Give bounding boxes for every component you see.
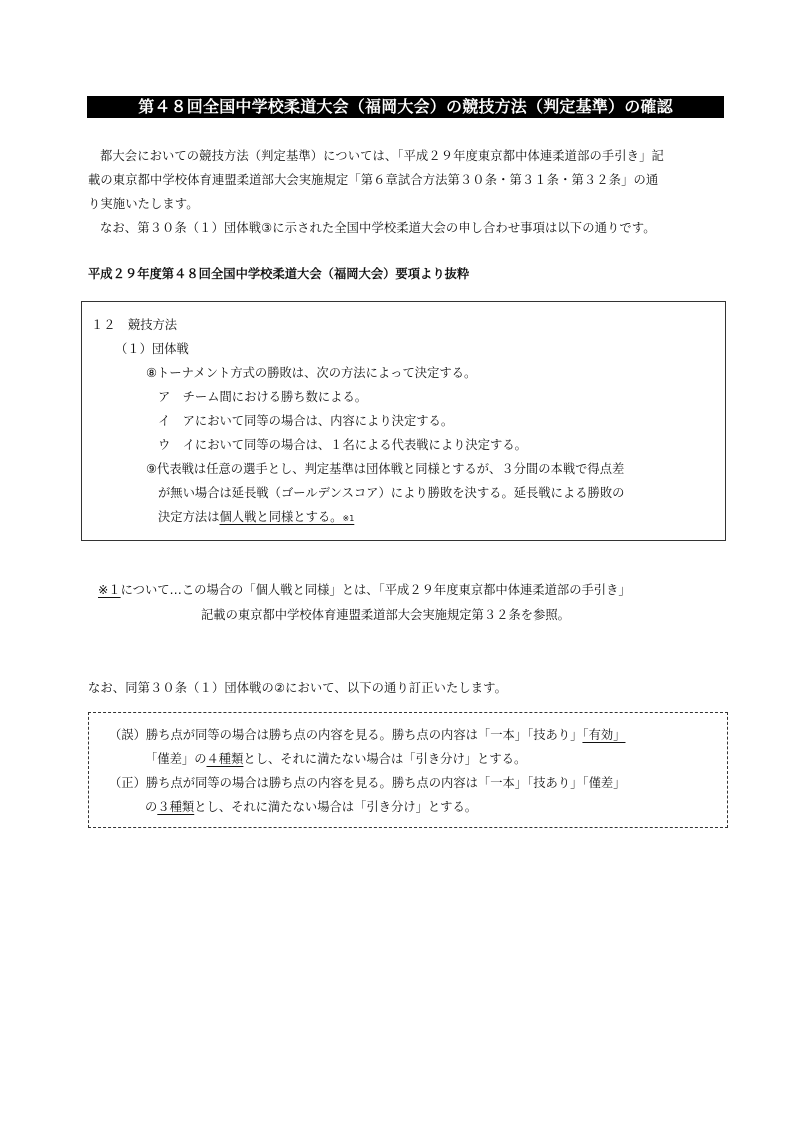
excerpt-item-9-line-1: ⑨代表戦は任意の選手とし、判定基準は団体戦と同様とするが、３分間の本戦で得点差 [146, 462, 625, 476]
footnote-line-2: 記載の東京都中学校体育連盟柔道部大会実施規定第３２条を参照。 [201, 608, 570, 622]
correction-right-line-2: の３種類とし、それに満たない場合は「引き分け」とする。 [145, 800, 478, 814]
correct-count: ３種類 [157, 800, 195, 814]
removed-term: 「有効」 [582, 728, 626, 742]
excerpt-item-8: ⑧トーナメント方式の勝敗は、次の方法によって決定する。 [146, 366, 477, 380]
page-title: 第４８回全国中学校柔道大会（福岡大会）の競技方法（判定基準）の確認 [87, 96, 724, 118]
excerpt-item-9-line-2: が無い場合は延長戦（ゴールデンスコア）により勝敗を決する。延長戦による勝敗の [158, 486, 625, 500]
wrong-count: ４種類 [206, 752, 244, 766]
intro-line-2: 載の東京都中学校体育連盟柔道部大会実施規定「第６章試合方法第３０条・第３１条・第３２条」の通 [88, 173, 659, 187]
intro-line-4: なお、第３０条（１）団体戦③に示された全国中学校柔道大会の申し合わせ事項は以下の通りです。 [100, 221, 656, 235]
excerpt-subsection: （１）団体戦 [115, 342, 189, 356]
excerpt-item-i: イ アにおいて同等の場合は、内容により決定する。 [158, 414, 454, 428]
underlined-phrase: 個人戦と同様とする。 [219, 510, 343, 524]
correction-wrong-line-1: （誤）勝ち点が同等の場合は勝ち点の内容を見る。勝ち点の内容は「一本」「技あり」「有効」 [109, 728, 626, 742]
correction-box [88, 712, 728, 828]
excerpt-item-a: ア チーム間における勝ち数による。 [158, 390, 368, 404]
intro-line-1: 都大会においての競技方法（判定基準）については、「平成２９年度東京都中体連柔道部の手引き」記 [100, 149, 664, 163]
excerpt-section: １２ 競技方法 [91, 318, 178, 332]
correction-right-line-1: （正）勝ち点が同等の場合は勝ち点の内容を見る。勝ち点の内容は「一本」「技あり」「僅差」 [109, 776, 626, 790]
excerpt-item-9-line-3: 決定方法は個人戦と同様とする。※1 [158, 510, 355, 524]
excerpt-heading: 平成２９年度第４８回全国中学校柔道大会（福岡大会）要項より抜粋 [88, 267, 470, 281]
excerpt-item-u: ウ イにおいて同等の場合は、１名による代表戦により決定する。 [158, 438, 527, 452]
excerpt-box [81, 301, 726, 541]
footnote-ref: ※１ [98, 583, 121, 597]
correction-intro: なお、同第３０条（１）団体戦の②において、以下の通り訂正いたします。 [88, 681, 507, 695]
footnote-line-1: ※１について…この場合の「個人戦と同様」とは、「平成２９年度東京都中体連柔道部の手引き」 [98, 583, 631, 597]
correction-wrong-line-2: 「僅差」の４種類とし、それに満たない場合は「引き分け」とする。 [145, 752, 527, 766]
footnote-mark: ※1 [342, 514, 355, 523]
intro-line-3: り実施いたします。 [88, 197, 199, 211]
